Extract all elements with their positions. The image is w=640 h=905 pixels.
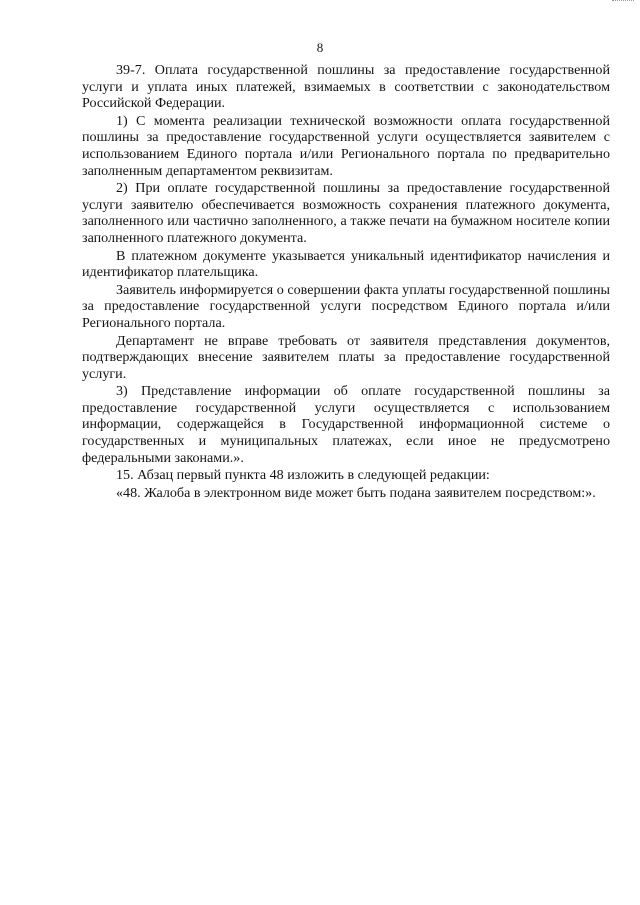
paragraph-complaint-48: «48. Жалоба в электронном виде может быть подана заявителем посредством:». [116, 484, 596, 501]
scan-corner-mark [612, 0, 634, 3]
paragraph-payment-identifier: В платежном документе указывается уникальный идентификатор начисления и идентификатор плательщика. [82, 247, 610, 281]
paragraph-item-2: 2) При оплате государственной пошлины за предоставление государственной услуги заявителю обеспечивается возможность сохранения платежного документа, заполненного или частично заполненного, а также печати на бумажном носителе копии заполненного платежного документа. [82, 180, 610, 246]
page-number: 8 [316, 40, 324, 55]
paragraph-amendment-15: 15. Абзац первый пункта 48 изложить в следующей редакции: [116, 467, 490, 484]
paragraph-item-3: 3) Представление информации об оплате государственной пошлины за предоставление государственной услуги осуществляется с использованием информации, содержащейся в Государственной информационной системе о государственных и муниципальных платежах, если иное не предусмотрено федеральными законами.». [82, 383, 610, 466]
document-body [82, 62, 610, 502]
paragraph-item-1: 1) С момента реализации технической возможности оплата государственной пошлины за предоставление государственной услуги осуществляется заявителем с использованием Единого портала и/или Регионального портала по предварительно заполненным департаментом реквизитам. [82, 112, 610, 179]
paragraph-applicant-informed: Заявитель информируется о совершении факта уплаты государственной пошлины за предоставление государственной услуги посредством Единого портала и/или Регионального портала. [82, 281, 610, 331]
paragraph-department-restriction: Департамент не вправе требовать от заявителя представления документов, подтверждающих внесение заявителем платы за предоставление государственной услуги. [82, 332, 610, 382]
paragraph-39-7-heading: 39-7. Оплата государственной пошлины за предоставление государственной услуги и уплата иных платежей, взимаемых в соответствии с законодательством Российской Федерации. [82, 62, 610, 112]
